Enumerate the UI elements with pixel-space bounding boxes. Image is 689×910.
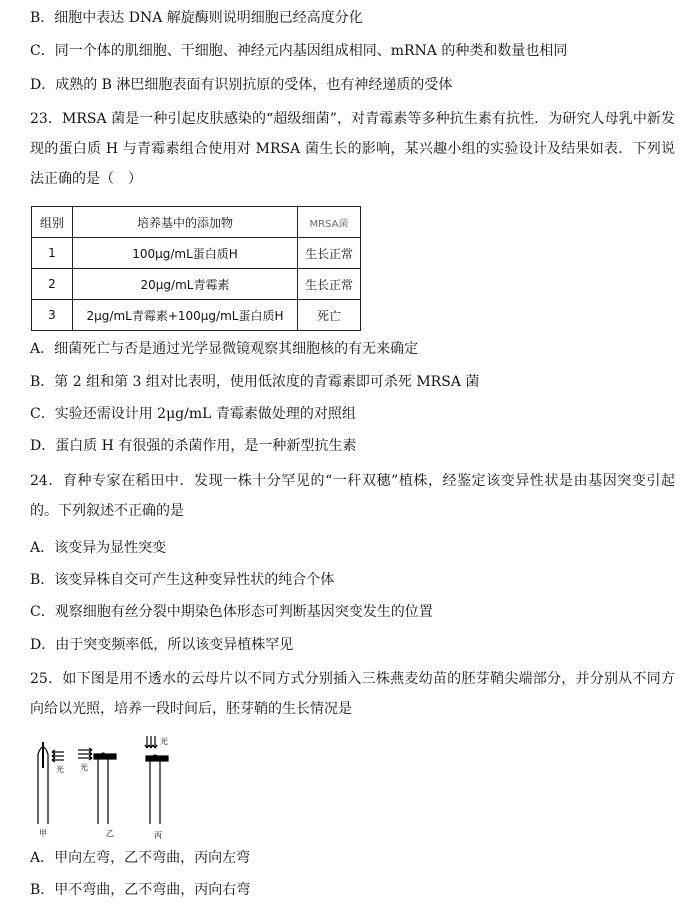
table-cell: 2 bbox=[32, 269, 73, 300]
light-label-jia: 光 bbox=[56, 765, 64, 774]
table-cell: 2μg/mL青霉素+100μg/mL蛋白质H bbox=[73, 300, 298, 331]
label-yi: 乙 bbox=[106, 829, 114, 838]
light-label-yi: 光 bbox=[80, 763, 88, 772]
table-row bbox=[32, 238, 361, 269]
table-cell: 100μg/mL蛋白质H bbox=[73, 238, 298, 269]
table-cell: 1 bbox=[32, 238, 73, 269]
light-label-bing: 光 bbox=[160, 737, 168, 746]
label-jia: 甲 bbox=[39, 829, 47, 838]
table-header-mrsa: MRSA菌 bbox=[298, 207, 361, 238]
table-row bbox=[32, 300, 361, 331]
q22-option-d: D．成熟的 B 淋巴细胞表面有识别抗原的受体，也有神经递质的受体 bbox=[30, 77, 453, 93]
q25-option-b: B．甲不弯曲，乙不弯曲，丙向右弯 bbox=[30, 882, 251, 898]
table-cell: 死亡 bbox=[298, 300, 361, 331]
q24-option-c: C．观察细胞有丝分裂中期染色体形态可判断基因突变发生的位置 bbox=[30, 604, 433, 620]
q24-stem: 24．育种专家在稻田中．发现一株十分罕见的“一秆双穗”植株，经鉴定该变异性状是由基因突变引起的。下列叙述不正确的是 bbox=[30, 473, 675, 519]
table-cell: 20μg/mL青霉素 bbox=[73, 269, 298, 300]
table-cell: 生长正常 bbox=[298, 238, 361, 269]
table-header-additive: 培养基中的添加物 bbox=[73, 207, 298, 238]
seedling-jia bbox=[38, 742, 64, 824]
q22-option-b: B．细胞中表达 DNA 解旋酶则说明细胞已经高度分化 bbox=[30, 10, 363, 26]
q24-option-b: B．该变异株自交可产生这种变异性状的纯合个体 bbox=[30, 572, 335, 588]
table-cell: 3 bbox=[32, 300, 73, 331]
table-cell: 生长正常 bbox=[298, 269, 361, 300]
q23-option-d: D．蛋白质 H 有很强的杀菌作用，是一种新型抗生素 bbox=[30, 438, 357, 454]
q25-stem: 25．如下图是用不透水的云母片以不同方式分别插入三株燕麦幼苗的胚芽鞘尖端部分，并分别从不同方向给以光照，培养一段时间后，胚芽鞘的生长情况是 bbox=[30, 671, 675, 717]
seedling-yi bbox=[78, 748, 116, 824]
q24-option-d: D．由于突变频率低，所以该变异植株罕见 bbox=[30, 637, 294, 653]
q23-option-c: C．实验还需设计用 2μg/mL 青霉素做处理的对照组 bbox=[30, 406, 356, 422]
q25-option-a: A．甲向左弯，乙不弯曲，丙向左弯 bbox=[30, 850, 251, 866]
table-header-group: 组别 bbox=[32, 207, 73, 238]
seedling-bing bbox=[145, 736, 168, 824]
q23-option-b: B．第 2 组和第 3 组对比表明，使用低浓度的青霉素即可杀死 MRSA 菌 bbox=[30, 374, 480, 390]
table-header-row bbox=[32, 207, 361, 238]
experiment-table bbox=[31, 206, 361, 331]
table-row bbox=[32, 269, 361, 300]
q23-option-a: A．细菌死亡与否是通过光学显微镜观察其细胞核的有无来确定 bbox=[30, 341, 419, 357]
q23-stem: 23．MRSA 菌是一种引起皮肤感染的“超级细菌”，对青霉素等多种抗生素有抗性．为研究人母乳中新发现的蛋白质 H 与青霉素组合使用对 MRSA 菌生长的影响，某兴趣小组的实验设计及结果如表．下列说法正确的是（ ） bbox=[30, 111, 675, 187]
q24-option-a: A．该变异为显性突变 bbox=[30, 540, 167, 556]
label-bing: 丙 bbox=[154, 831, 162, 840]
coleoptile-figure bbox=[30, 732, 180, 842]
q22-option-c: C．同一个体的肌细胞、干细胞、神经元内基因组成相同、mRNA 的种类和数量也相同 bbox=[30, 43, 568, 59]
